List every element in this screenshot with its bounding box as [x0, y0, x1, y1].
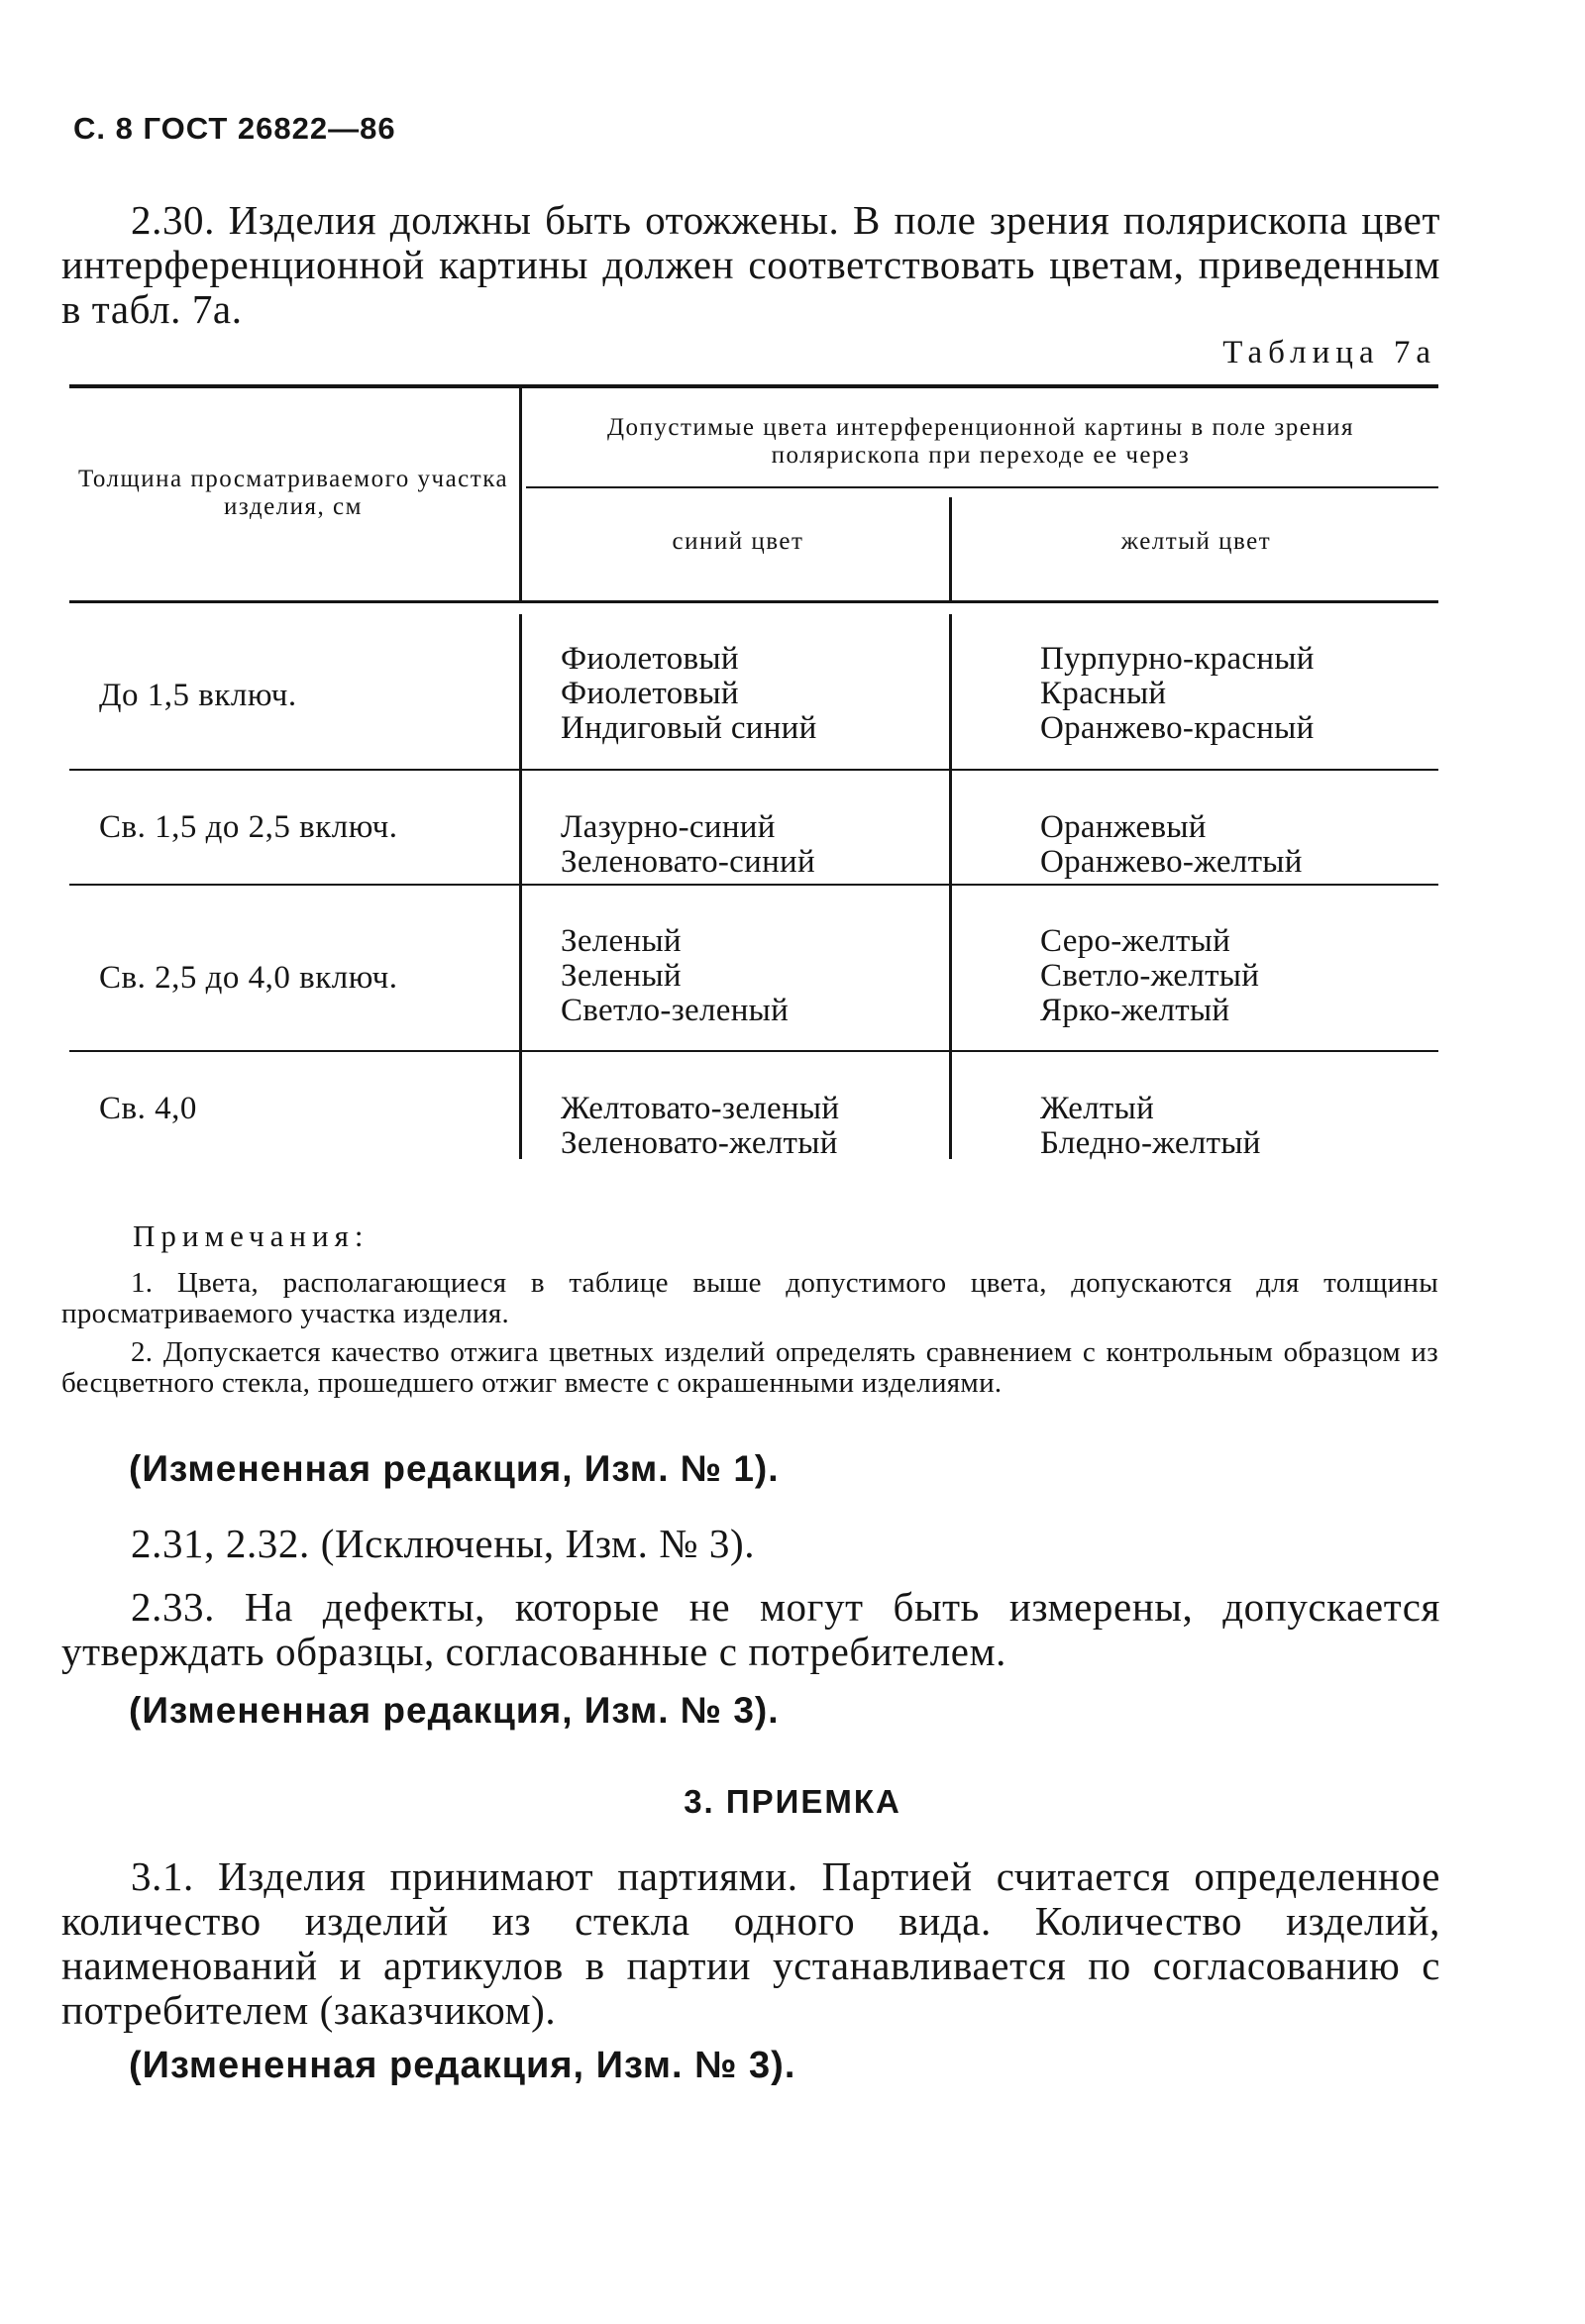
row-divider-2 — [69, 884, 1438, 886]
header-subdivider — [526, 486, 1438, 488]
section-title: 3. ПРИЕМКА — [684, 1783, 901, 1820]
color-name: Оранжево-желтый — [1040, 844, 1303, 880]
color-name: Серо-желтый — [1040, 923, 1231, 959]
color-name: Лазурно-синий — [561, 809, 776, 845]
row-1-blue — [561, 642, 817, 746]
header-allowed-colors: Допустимые цвета интерференционной картины в поле зрения полярископа при переходе ее через — [606, 414, 1355, 469]
page-header: С. 8 ГОСТ 26822—86 — [73, 111, 396, 146]
amendment-note-1: (Измененная редакция, Изм. № 1). — [129, 1448, 780, 1489]
header-yellow: желтый цвет — [1120, 528, 1272, 555]
body-vline-2 — [949, 614, 952, 1159]
row-divider-3 — [69, 1050, 1438, 1052]
color-name: Желтовато-зеленый — [561, 1091, 840, 1126]
paragraph-2-31: 2.31, 2.32. (Исключены, Изм. № 3). — [131, 1521, 756, 1566]
table-caption: Таблица 7а — [1222, 335, 1436, 370]
color-name: Светло-желтый — [1040, 958, 1260, 994]
body-vline-1 — [519, 614, 522, 1159]
amendment-note-2: (Измененная редакция, Изм. № 3). — [129, 1690, 780, 1731]
row-4-yellow — [1040, 1092, 1261, 1161]
header-bottom-rule — [69, 600, 1438, 603]
color-name: Зеленый — [561, 958, 682, 994]
color-name: Оранжевый — [1040, 809, 1207, 845]
amendment-note-3: (Измененная редакция, Изм. № 3). — [129, 2045, 796, 2086]
color-name: Красный — [1040, 676, 1167, 711]
paragraph-2-30: 2.30. Изделия должны быть отожжены. В поле зрения полярископа цвет интерференционной картины должен соответствовать цветам, приведенным в табл. 7а. — [61, 197, 1440, 332]
notes-title: Примечания: — [133, 1218, 370, 1253]
color-name: Фиолетовый — [561, 676, 739, 711]
row-divider-1 — [69, 769, 1438, 771]
color-name: Желтый — [1040, 1091, 1155, 1126]
table-top-rule — [69, 384, 1438, 388]
color-name: Индиговый синий — [561, 710, 817, 746]
row-3-blue — [561, 924, 789, 1028]
paragraph-3-1: 3.1. Изделия принимают партиями. Партией считается определенное количество изделий из стекла одного вида. Количество изделий, наименований и артикулов в партии устанавливается по согласованию с потребителем (заказчиком). — [61, 1853, 1440, 2033]
note-1: 1. Цвета, располагающиеся в таблице выше допустимого цвета, допускаются для толщины просматриваемого участка изделия. — [61, 1267, 1438, 1329]
row-4-blue — [561, 1092, 839, 1161]
row-1-thickness: До 1,5 включ. — [99, 678, 297, 713]
header-blue: синий цвет — [672, 528, 804, 555]
color-name: Пурпурно-красный — [1040, 641, 1315, 677]
row-1-yellow — [1040, 642, 1315, 746]
color-name: Светло-зеленый — [561, 993, 790, 1028]
header-thickness: Толщина просматриваемого участка изделия, см — [77, 466, 509, 520]
header-vline-1 — [519, 388, 522, 600]
color-name: Фиолетовый — [561, 641, 739, 677]
row-2-thickness: Св. 1,5 до 2,5 включ. — [99, 809, 398, 845]
color-name: Зеленый — [561, 923, 682, 959]
row-3-thickness: Св. 2,5 до 4,0 включ. — [99, 960, 398, 996]
color-name: Зеленовато-синий — [561, 844, 815, 880]
color-name: Бледно-желтый — [1040, 1125, 1261, 1161]
note-2: 2. Допускается качество отжига цветных изделий определять сравнением с контрольным образцом из бесцветного стекла, прошедшего отжиг вместе с окрашенными изделиями. — [61, 1336, 1438, 1399]
paragraph-2-33: 2.33. На дефекты, которые не могут быть измерены, допускается утверждать образцы, согласованные с потребителем. — [61, 1584, 1440, 1674]
header-vline-2 — [949, 497, 952, 600]
color-name: Оранжево-красный — [1040, 710, 1315, 746]
row-2-blue — [561, 810, 815, 880]
row-4-thickness: Св. 4,0 — [99, 1091, 197, 1126]
color-name: Зеленовато-желтый — [561, 1125, 838, 1161]
row-3-yellow — [1040, 924, 1259, 1028]
row-2-yellow — [1040, 810, 1303, 880]
color-name: Ярко-желтый — [1040, 993, 1230, 1028]
